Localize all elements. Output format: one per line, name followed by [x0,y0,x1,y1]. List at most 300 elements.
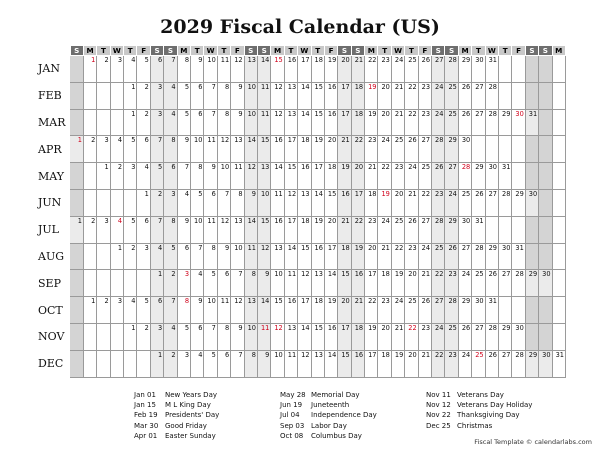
day-number: 15 [274,297,283,306]
empty-cell [499,56,512,83]
empty-cell [70,297,83,324]
empty-cell [539,297,552,324]
day-cell [257,189,270,216]
day-number: 10 [220,163,230,172]
day-number: 1 [104,163,109,172]
day-number: 4 [117,216,123,225]
day-number: 17 [327,243,337,252]
day-number: 8 [224,82,230,91]
empty-cell [97,243,110,270]
day-cell [244,136,257,163]
day-cell [110,56,123,83]
day-cell [391,109,404,136]
day-cell [338,297,351,324]
empty-cell [552,82,565,109]
day-cell [485,82,498,109]
day-number: 4 [117,136,123,145]
empty-cell [552,270,565,297]
day-number: 20 [327,136,337,145]
day-number: 23 [381,56,390,64]
day-cell [539,350,552,377]
day-number: 2 [171,270,176,279]
day-number: 12 [274,82,283,91]
day-cell [391,243,404,270]
day-cell [391,82,404,109]
day-number: 21 [354,56,364,64]
day-number: 13 [247,297,256,306]
day-cell [324,216,337,243]
day-cell [244,350,257,377]
day-cell [418,270,431,297]
day-cell [257,243,270,270]
day-number: 10 [260,189,270,198]
day-cell [418,350,431,377]
day-number: 15 [327,189,337,198]
empty-cell [97,270,110,297]
day-number: 27 [475,323,484,332]
day-number: 3 [184,270,190,279]
day-number: 20 [341,56,350,64]
empty-cell [512,163,525,190]
weekday-header: M [83,46,96,56]
holiday-date: Nov 11 [426,391,451,399]
day-cell [177,109,190,136]
day-cell [217,323,230,350]
empty-cell [552,297,565,324]
day-number: 6 [224,270,230,279]
day-cell [365,243,378,270]
day-cell [298,82,311,109]
day-number: 19 [354,243,364,252]
day-cell [284,350,297,377]
day-cell [351,350,364,377]
day-number: 17 [341,109,350,118]
day-cell [257,56,270,83]
day-number: 15 [314,82,323,91]
day-cell [378,163,391,190]
day-cell [191,189,204,216]
day-number: 20 [381,109,390,118]
day-number: 25 [408,297,417,306]
holiday-name: Thanksgiving Day [457,411,520,420]
empty-cell [552,56,565,83]
day-number: 19 [394,270,404,279]
empty-cell [539,109,552,136]
day-number: 18 [341,243,350,252]
day-cell [271,109,284,136]
day-number: 30 [542,270,551,279]
day-number: 9 [265,350,270,359]
day-cell [164,136,177,163]
day-cell [311,82,324,109]
day-cell [150,270,163,297]
day-number: 24 [421,243,431,252]
day-cell [338,270,351,297]
day-number: 27 [502,270,511,279]
day-cell [391,189,404,216]
day-cell [217,82,230,109]
day-cell [97,216,110,243]
day-cell [257,216,270,243]
day-cell [324,189,337,216]
month-label: JUL [38,223,59,237]
day-cell [365,297,378,324]
day-cell [418,109,431,136]
day-number: 28 [502,189,511,198]
holiday-name: M L King Day [165,401,211,410]
day-number: 9 [184,136,190,145]
weekday-header: T [405,46,418,56]
day-number: 13 [234,136,243,145]
day-cell [257,270,270,297]
day-cell [472,56,485,83]
day-cell [137,109,150,136]
day-cell [204,270,217,297]
day-cell [191,270,204,297]
day-cell [458,56,471,83]
day-number: 8 [238,189,243,198]
day-number: 22 [435,350,444,359]
day-cell [324,270,337,297]
day-cell [231,163,244,190]
day-number: 13 [247,56,256,64]
day-number: 23 [408,243,417,252]
day-cell [217,350,230,377]
day-number: 18 [327,163,337,172]
weekday-header: M [177,46,190,56]
day-number: 3 [104,136,109,145]
day-number: 1 [158,350,163,359]
header-corner [30,46,70,56]
month-row-oct [30,297,565,324]
day-cell [191,216,204,243]
day-cell [445,216,458,243]
day-number: 14 [327,350,337,359]
day-number: 5 [184,109,190,118]
day-cell [177,163,190,190]
day-number: 2 [158,189,163,198]
day-cell [499,243,512,270]
day-cell [164,189,177,216]
day-number: 15 [341,270,350,279]
day-cell [458,216,471,243]
empty-cell [97,82,110,109]
empty-cell [525,56,538,83]
day-cell [204,216,217,243]
day-number: 18 [368,189,377,198]
day-cell [164,163,177,190]
day-cell [311,243,324,270]
day-cell [164,216,177,243]
day-number: 26 [488,270,497,279]
day-cell [311,189,324,216]
day-number: 12 [234,297,243,306]
day-cell [365,56,378,83]
day-number: 17 [287,216,297,225]
month-label: NOV [38,330,65,344]
day-cell [405,56,418,83]
day-cell [418,56,431,83]
calendar-grid [30,45,566,378]
day-number: 29 [448,136,457,145]
day-cell [284,56,297,83]
day-cell [97,297,110,324]
day-number: 12 [260,243,270,252]
day-cell [351,297,364,324]
day-number: 7 [171,297,176,306]
day-number: 25 [475,270,484,279]
holiday-name: Easter Sunday [165,431,216,440]
day-number: 24 [394,56,404,64]
day-number: 28 [448,56,457,64]
day-cell [472,243,485,270]
day-cell [405,216,418,243]
holiday-item [280,390,377,400]
day-number: 30 [515,109,524,118]
day-number: 14 [327,270,337,279]
day-cell [472,350,485,377]
day-cell [284,216,297,243]
month-label: DEC [38,357,64,371]
day-number: 14 [247,136,256,145]
month-label: MAY [38,169,65,183]
day-cell [271,350,284,377]
day-number: 6 [198,82,203,91]
empty-cell [124,189,137,216]
empty-cell [110,350,123,377]
day-number: 24 [461,350,471,359]
day-number: 8 [224,109,230,118]
day-number: 23 [394,163,404,172]
day-number: 5 [211,270,216,279]
day-number: 9 [211,163,216,172]
day-number: 25 [461,189,471,198]
empty-cell [552,216,565,243]
day-cell [244,297,257,324]
empty-cell [70,243,83,270]
day-number: 1 [77,216,82,225]
day-cell [365,189,378,216]
month-row-dec [30,350,565,377]
day-number: 16 [327,82,337,91]
day-number: 25 [394,216,404,225]
empty-cell [70,82,83,109]
day-number: 17 [354,189,364,198]
day-number: 8 [184,56,190,64]
day-cell [458,297,471,324]
day-cell [405,136,418,163]
day-cell [378,297,391,324]
day-cell [351,82,364,109]
day-number: 19 [314,216,323,225]
day-number: 11 [274,189,283,198]
day-cell [137,297,150,324]
day-cell [271,243,284,270]
day-number: 18 [354,82,364,91]
holiday-date: Dec 25 [426,421,451,430]
day-cell [83,216,96,243]
day-cell [284,323,297,350]
day-cell [458,82,471,109]
day-cell [378,270,391,297]
day-cell [365,350,378,377]
empty-cell [97,323,110,350]
day-number: 29 [461,56,471,64]
weekday-header: T [217,46,230,56]
day-number: 14 [260,297,270,306]
day-cell [458,350,471,377]
day-cell [338,136,351,163]
day-cell [378,350,391,377]
weekday-header: S [539,46,552,56]
empty-cell [539,56,552,83]
day-cell [298,189,311,216]
day-cell [485,56,498,83]
day-number: 17 [301,297,310,306]
day-number: 17 [301,56,310,64]
day-number: 21 [408,189,417,198]
day-cell [97,56,110,83]
holiday-item [134,421,219,431]
day-number: 27 [475,109,484,118]
day-cell [324,56,337,83]
empty-cell [552,163,565,190]
day-number: 14 [301,109,310,118]
day-number: 25 [448,109,457,118]
day-cell [499,350,512,377]
day-cell [432,109,445,136]
day-cell [499,270,512,297]
day-number: 7 [158,216,163,225]
holiday-name: Veterans Day [457,391,504,399]
day-number: 4 [158,243,163,252]
day-number: 24 [435,82,444,91]
day-number: 31 [528,109,538,118]
day-cell [432,56,445,83]
day-number: 8 [171,136,176,145]
day-number: 4 [171,82,176,91]
day-number: 6 [184,243,190,252]
day-number: 14 [247,216,256,225]
day-number: 21 [394,109,404,118]
day-cell [512,350,525,377]
holiday-name: Labor Day [311,421,347,430]
day-number: 27 [461,243,471,252]
day-number: 13 [314,350,323,359]
day-number: 12 [234,56,243,64]
day-number: 8 [198,163,203,172]
holiday-date: Jul 04 [280,411,300,420]
day-number: 11 [287,270,297,279]
day-number: 5 [171,243,176,252]
day-cell [257,323,270,350]
day-cell [110,163,123,190]
day-cell [110,216,123,243]
day-number: 19 [341,163,350,172]
day-number: 24 [408,163,417,172]
day-number: 18 [314,297,323,306]
holiday-date: Feb 19 [134,411,158,420]
empty-cell [137,270,150,297]
day-number: 6 [171,163,176,172]
day-cell [191,243,204,270]
day-number: 20 [341,297,350,306]
holiday-item [280,410,377,420]
day-cell [137,136,150,163]
day-number: 5 [131,216,136,225]
month-row-sep [30,270,565,297]
empty-cell [83,189,96,216]
day-cell [418,323,431,350]
day-cell [405,163,418,190]
day-cell [338,243,351,270]
empty-cell [110,189,123,216]
day-number: 2 [144,82,149,91]
day-number: 22 [408,82,417,91]
day-number: 28 [461,163,471,172]
holiday-item [280,431,377,441]
day-number: 18 [381,350,390,359]
day-number: 1 [91,297,96,306]
day-number: 11 [260,323,270,332]
day-number: 16 [341,189,350,198]
day-number: 27 [435,297,444,306]
day-number: 23 [368,136,377,145]
day-cell [378,323,391,350]
day-number: 31 [488,56,497,64]
day-number: 27 [421,216,431,225]
day-cell [257,82,270,109]
day-cell [405,323,418,350]
day-number: 12 [301,350,310,359]
calendar-title: 2029 Fiscal Calendar (US) [160,16,440,38]
day-number: 8 [224,323,230,332]
day-cell [351,163,364,190]
day-cell [284,297,297,324]
weekday-header: F [137,46,150,56]
day-number: 21 [341,216,350,225]
day-number: 22 [354,216,364,225]
day-cell [150,243,163,270]
day-cell [311,56,324,83]
weekday-header: T [378,46,391,56]
day-number: 23 [448,270,457,279]
day-cell [137,56,150,83]
day-number: 1 [131,323,136,332]
day-number: 22 [368,56,377,64]
holiday-item [134,390,219,400]
day-cell [405,350,418,377]
day-number: 6 [198,323,203,332]
day-number: 26 [408,136,417,145]
day-number: 15 [260,216,270,225]
day-cell [512,270,525,297]
day-cell [418,297,431,324]
day-number: 16 [327,323,337,332]
day-cell [231,56,244,83]
weekday-header: F [512,46,525,56]
day-number: 24 [394,297,404,306]
day-number: 3 [131,163,136,172]
day-cell [204,297,217,324]
day-number: 30 [475,297,484,306]
day-number: 26 [461,109,471,118]
day-cell [485,323,498,350]
day-number: 4 [198,270,203,279]
day-cell [231,323,244,350]
empty-cell [499,297,512,324]
day-number: 4 [198,350,203,359]
